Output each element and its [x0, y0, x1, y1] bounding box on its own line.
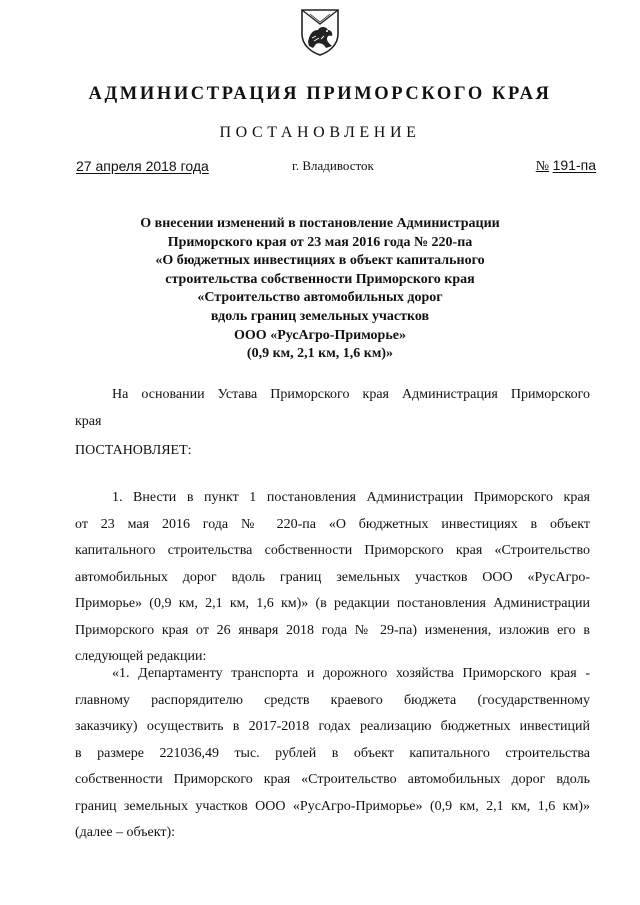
document-city: г. Владивосток	[292, 158, 374, 173]
subject-line: О внесении изменений в постановление Администрации	[140, 216, 500, 231]
subject-line: Приморского края от 23 мая 2016 года № 220-па	[167, 234, 473, 250]
item-1-paragraph	[75, 485, 590, 671]
paragraph-line: На основании Устава Приморского края Администрация Приморского	[112, 387, 590, 402]
document-subject	[100, 215, 540, 364]
paragraph-line: капитального строительства собственности Приморского края «Строительство	[75, 543, 590, 558]
paragraph-line: собственности Приморского края «Строительство автомобильных дорог вдоль	[75, 772, 590, 787]
subject-line: ООО «РусАгро-Приморье»	[234, 327, 406, 343]
paragraph-line: ПОСТАНОВЛЯЕТ:	[75, 443, 192, 458]
subject-line: строительства собственности Приморского края	[165, 271, 475, 287]
paragraph-line: главному распорядителю средств краевого бюджета (государственному	[75, 692, 590, 708]
paragraph-line: 1. Внести в пункт 1 постановления Администрации Приморского края	[112, 490, 590, 505]
paragraph-line: заказчику) осуществить в 2017-2018 годах реализацию бюджетных инвестиций	[75, 719, 590, 734]
paragraph-line: следующей редакции:	[75, 649, 207, 664]
document-type: ПОСТАНОВЛЕНИЕ	[219, 124, 421, 141]
paragraph-line: от 23 мая 2016 года № 220-па «О бюджетных инвестициях в объект	[75, 516, 590, 532]
paragraph-line: края	[75, 414, 102, 429]
paragraph-line: автомобильных дорог вдоль границ земельных участков ООО «РусАгро-	[75, 569, 590, 585]
paragraph-line: Приморье» (0,9 км, 2,1 км, 1,6 км)» (в редакции постановления Администрации	[75, 596, 590, 611]
subject-line: вдоль границ земельных участков	[210, 308, 430, 324]
basis-paragraph	[75, 381, 590, 435]
organization-title: АДМИНИСТРАЦИЯ ПРИМОРСКОГО КРАЯ	[88, 84, 552, 104]
document-date: 27 апреля 2018 года	[76, 158, 209, 174]
subject-line: «Строительство автомобильных дорог	[197, 290, 443, 306]
paragraph-line: «1. Департаменту транспорта и дорожного хозяйства Приморского края -	[112, 666, 590, 681]
document-number	[536, 157, 596, 175]
quoted-item-paragraph	[75, 661, 590, 847]
primorsky-krai-coat-of-arms-icon	[300, 8, 340, 56]
paragraph-line: Приморского края от 26 января 2018 года № 29-па) изменения, изложив его в	[75, 622, 590, 638]
subject-line: (0,9 км, 2,1 км, 1,6 км)»	[246, 346, 394, 362]
paragraph-line: (далее – объект):	[75, 825, 176, 840]
number-value: 191-па	[552, 157, 596, 173]
subject-line: «О бюджетных инвестициях в объект капитального	[155, 253, 485, 269]
number-sign: №	[535, 159, 550, 174]
decree-word	[75, 438, 590, 464]
paragraph-line: в размере 221036,49 тыс. рублей в объект капитального строительства	[75, 745, 590, 761]
paragraph-line: границ земельных участков ООО «РусАгро-Приморье» (0,9 км, 2,1 км, 1,6 км)»	[75, 798, 590, 814]
